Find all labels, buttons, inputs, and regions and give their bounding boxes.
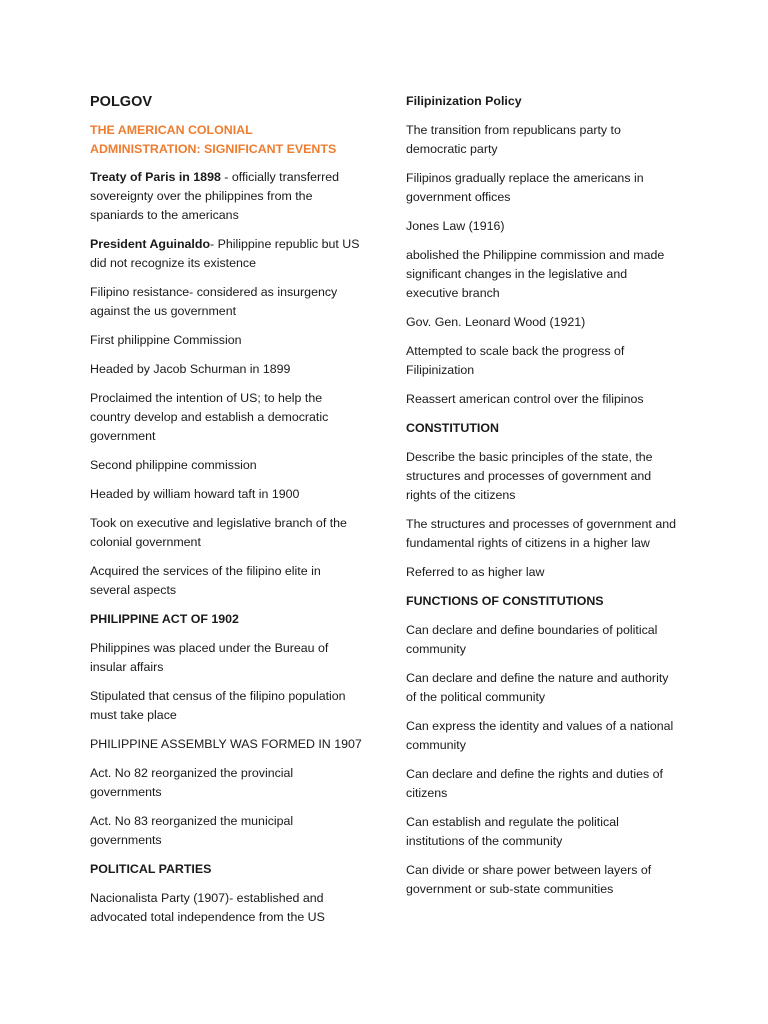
- paragraph: Headed by william howard taft in 1900: [90, 487, 300, 501]
- paragraph: Filipino resistance- considered as insurgency against the us government: [90, 285, 338, 318]
- paragraph: Can establish and regulate the political institutions of the community: [406, 815, 619, 848]
- term-aguinaldo: President Aguinaldo: [90, 237, 211, 251]
- paragraph: Act. No 83 reorganized the municipal governments: [90, 814, 294, 847]
- paragraph: Can declare and define the nature and authority of the political community: [406, 671, 669, 704]
- paragraph: Proclaimed the intention of US; to help the country develop and establish a democratic government: [90, 391, 329, 443]
- paragraph: Jones Law (1916): [406, 219, 505, 233]
- paragraph: Attempted to scale back the progress of Filipinization: [406, 344, 625, 377]
- right-column: [406, 92, 676, 909]
- paragraph: Philippines was placed under the Bureau of insular affairs: [90, 641, 329, 674]
- paragraph: Second philippine commission: [90, 458, 257, 472]
- text-treaty: - officially transferred sovereignty over the philippines from the spaniards to the americans: [90, 170, 340, 222]
- paragraph: Describe the basic principles of the state, the structures and processes of government and rights of the citizens: [406, 450, 653, 502]
- paragraph: abolished the Philippine commission and made significant changes in the legislative and executive branch: [406, 248, 665, 300]
- paragraph: Gov. Gen. Leonard Wood (1921): [406, 315, 586, 329]
- paragraph: Can express the identity and values of a national community: [406, 719, 674, 752]
- heading-functions-of-constitutions: FUNCTIONS OF CONSTITUTIONS: [406, 594, 604, 608]
- paragraph: First philippine Commission: [90, 333, 242, 347]
- term-treaty: Treaty of Paris in 1898: [90, 170, 221, 184]
- paragraph: Can declare and define the rights and duties of citizens: [406, 767, 663, 800]
- paragraph: Filipinos gradually replace the americans in government offices: [406, 171, 644, 204]
- paragraph: Reassert american control over the filipinos: [406, 392, 644, 406]
- paragraph: Took on executive and legislative branch of the colonial government: [90, 516, 347, 549]
- paragraph: Can divide or share power between layers of government or sub-state communities: [406, 863, 652, 896]
- paragraph: Stipulated that census of the filipino population must take place: [90, 689, 346, 722]
- heading-filipinization-policy: Filipinization Policy: [406, 94, 522, 108]
- paragraph: Headed by Jacob Schurman in 1899: [90, 362, 291, 376]
- paragraph-treaty: [90, 168, 362, 225]
- paragraph-aguinaldo: [90, 235, 362, 273]
- heading-political-parties: POLITICAL PARTIES: [90, 862, 212, 876]
- heading-constitution: CONSTITUTION: [406, 421, 499, 435]
- paragraph: PHILIPPINE ASSEMBLY WAS FORMED IN 1907: [90, 737, 362, 751]
- document-title: POLGOV: [90, 94, 153, 110]
- heading-philippine-act: PHILIPPINE ACT OF 1902: [90, 612, 239, 626]
- text-aguinaldo: - Philippine republic but US did not recognize its existence: [90, 237, 360, 270]
- paragraph: The transition from republicans party to democratic party: [406, 123, 621, 156]
- paragraph: Nacionalista Party (1907)- established and advocated total independence from the US: [90, 891, 325, 924]
- paragraph: Act. No 82 reorganized the provincial governments: [90, 766, 294, 799]
- section-heading: THE AMERICAN COLONIAL ADMINISTRATION: SIGNIFICANT EVENTS: [90, 123, 337, 156]
- left-column: [90, 92, 362, 937]
- paragraph: Can declare and define boundaries of political community: [406, 623, 658, 656]
- paragraph: Acquired the services of the filipino elite in several aspects: [90, 564, 321, 597]
- paragraph: The structures and processes of government and fundamental rights of citizens in a higher law: [406, 517, 676, 550]
- paragraph: Referred to as higher law: [406, 565, 545, 579]
